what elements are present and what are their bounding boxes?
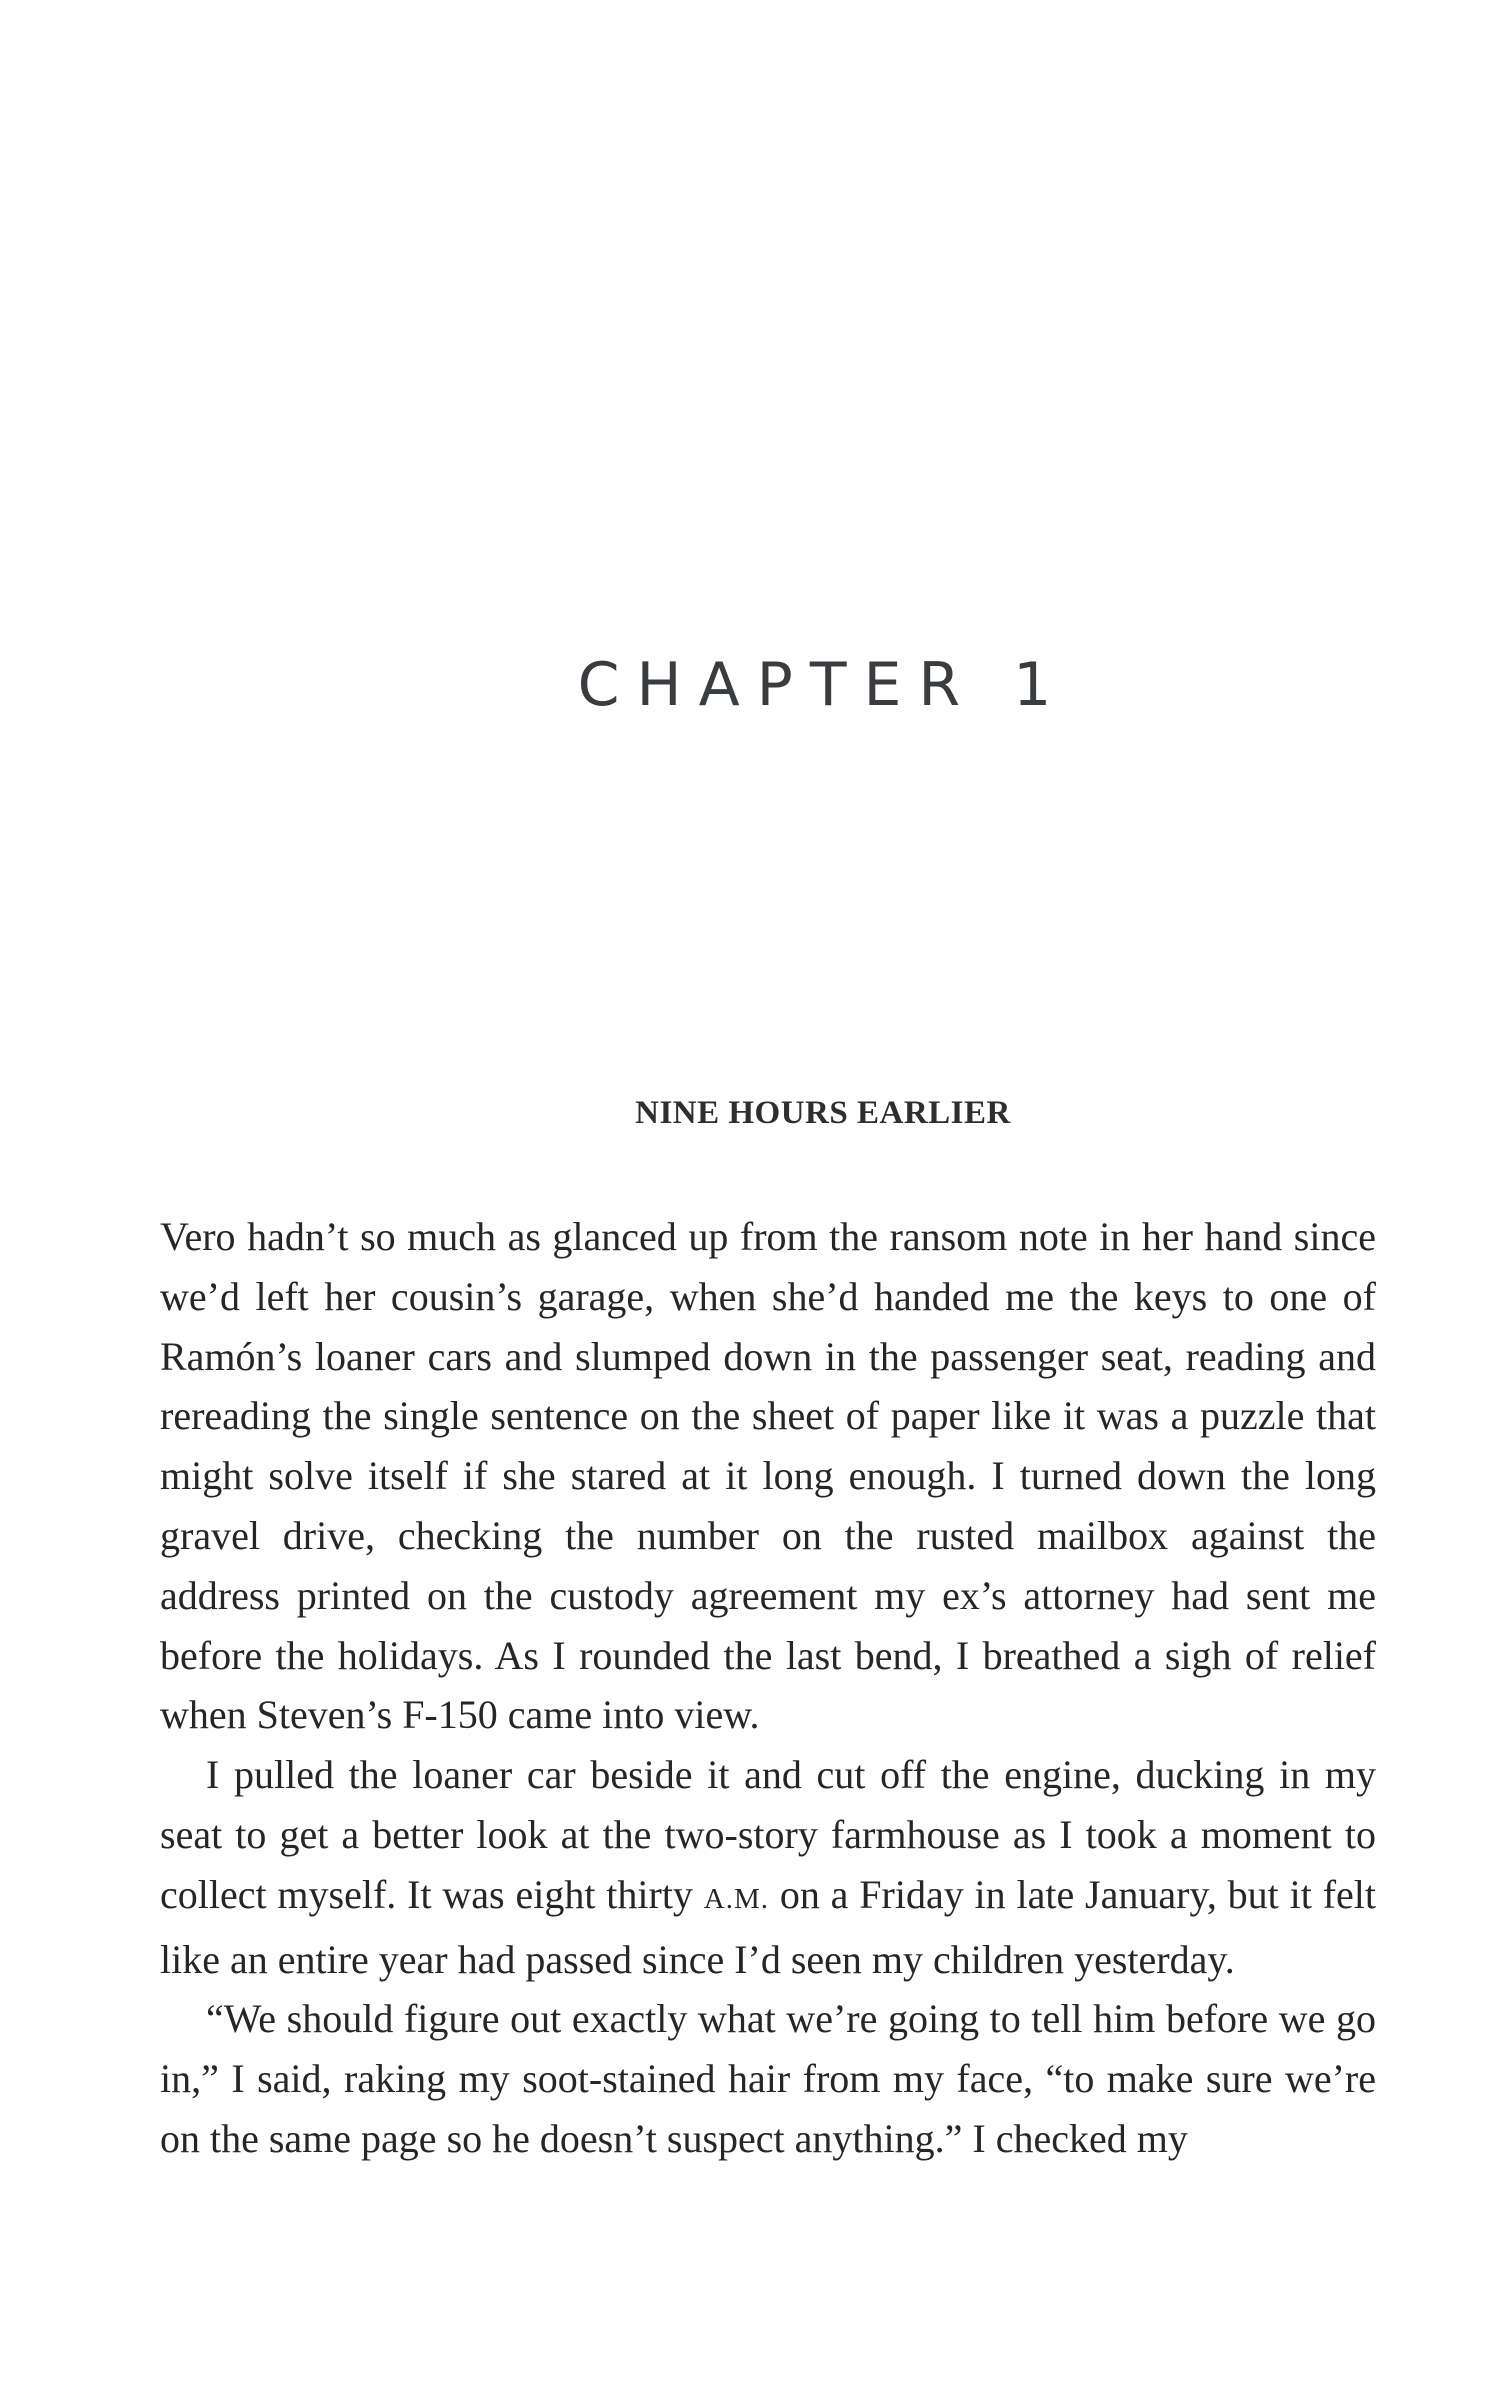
paragraph-2-part-1: I pulled the loaner car beside it and cut off the engine, ducking in my seat to get a better look at the two-story farmhouse as I took a moment to collect myself. It was eight thirty: [160, 1752, 1376, 1917]
chapter-title: CHAPTER 1: [577, 650, 1069, 720]
paragraph-3: “We should figure out exactly what we’re going to tell him before we go in,” I said, raking my soot-stained hair from my face, “to make sure we’re on the same page so he doesn’t suspect anything.” I checked my: [160, 1996, 1376, 2161]
time-abbreviation: A.M.: [703, 1882, 769, 1915]
chapter-body: [160, 1207, 1376, 2169]
chapter-subheading: NINE HOURS EARLIER: [635, 1095, 1011, 1131]
paragraph-2-part-2: on a Friday in late January, but it felt like an entire year had passed since I’d seen my children yesterday.: [160, 1871, 1376, 1982]
paragraph-1: Vero hadn’t so much as glanced up from the ransom note in her hand since we’d left her cousin’s garage, when she’d handed me the keys to one of Ramón’s loaner cars and slumped down in the passenger seat, reading and rereading the single sentence on the sheet of paper like it was a puzzle that might solve itself if she stared at it long enough. I turned down the long gravel drive, checking the number on the rusted mailbox against the address printed on the custody agreement my ex’s attorney had sent me before the holidays. As I rounded the last bend, I breathed a sigh of relief when Steven’s F-150 came into view.: [160, 1214, 1376, 1738]
paragraph-2: [160, 1745, 1376, 1989]
